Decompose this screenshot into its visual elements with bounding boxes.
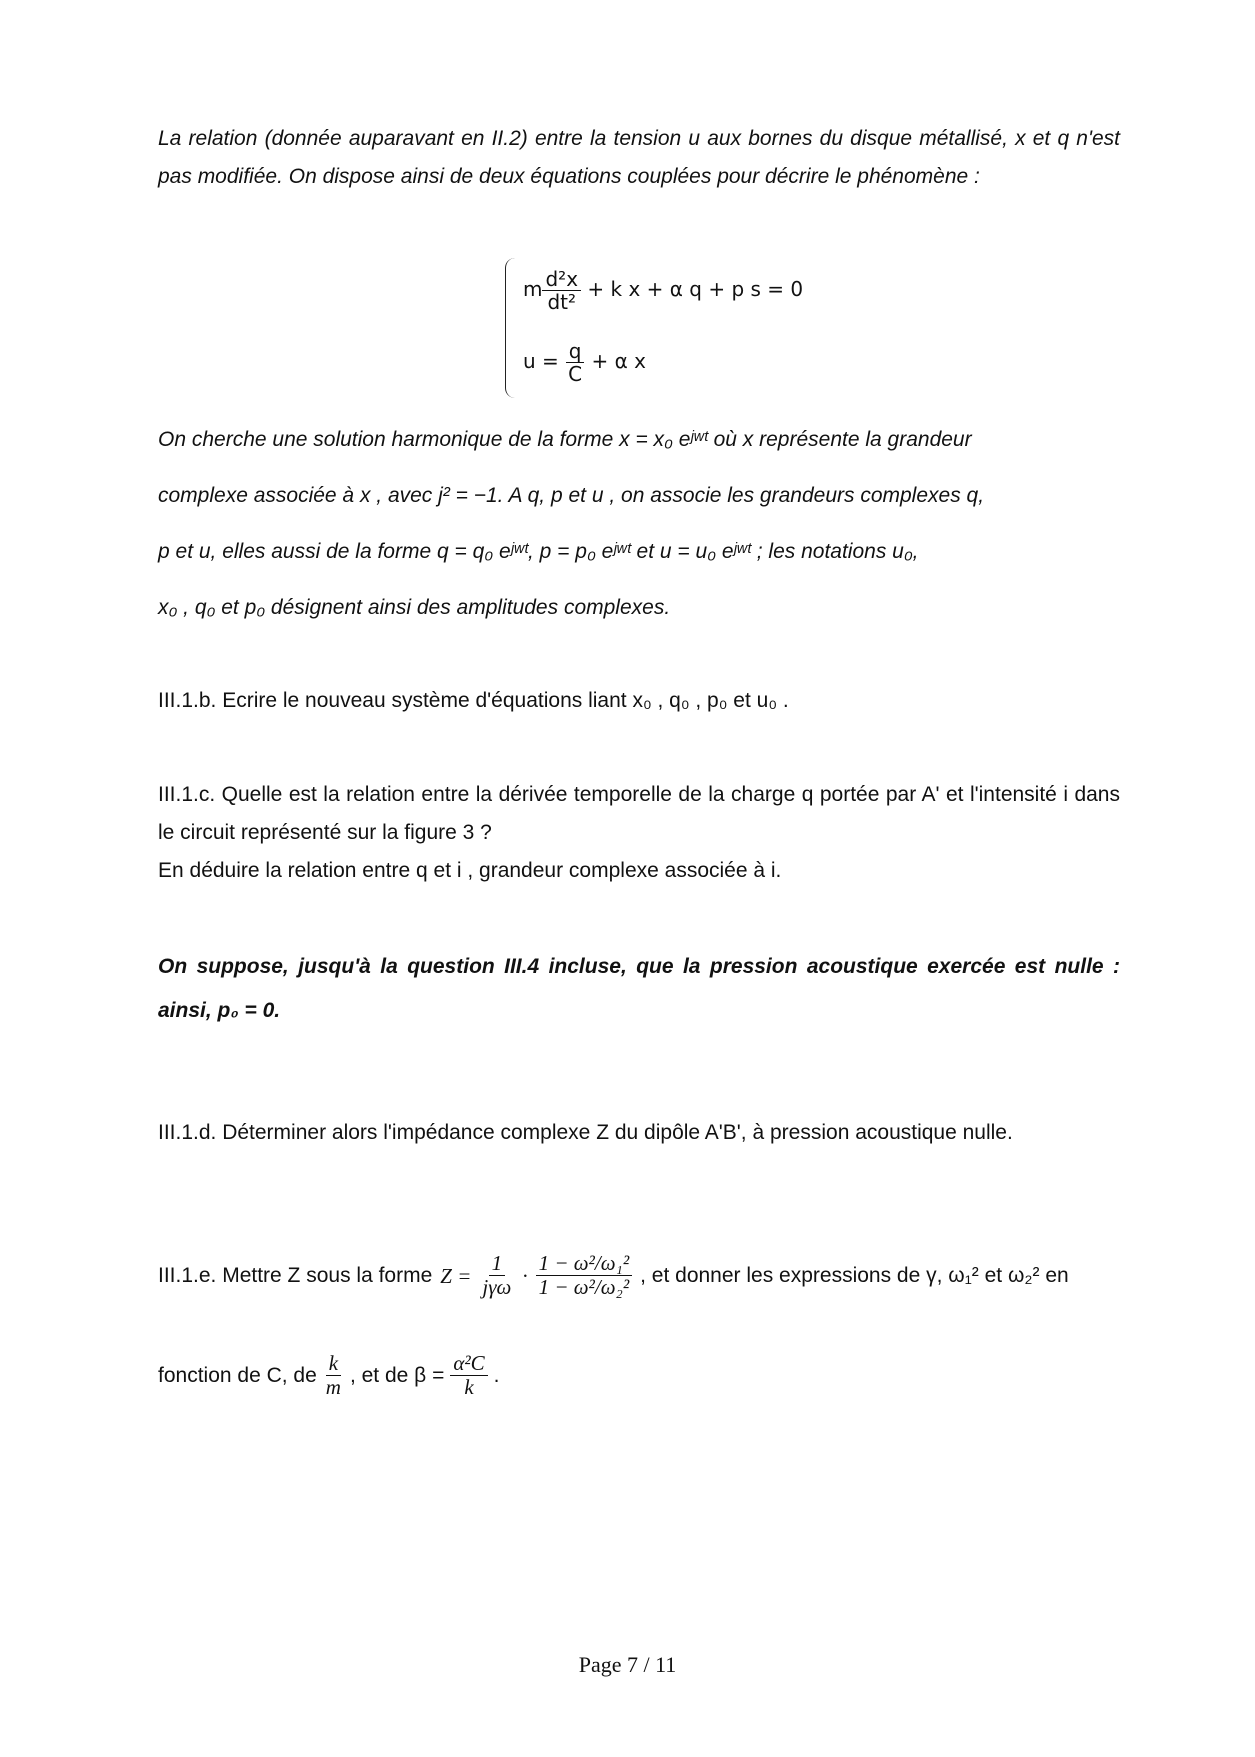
eq1-suffix: + k x + α q + p s = 0 [587,277,804,301]
eq2-suffix: + α x [591,349,646,373]
fraction-k-m-den: m [325,1375,341,1400]
assumption-paragraph: On suppose, jusqu'à la question III.4 incluse, que la pression acoustique exercée est nulle : ainsi, p₀ = 0. [158,955,1120,1022]
eq2-numerator: q [566,340,585,363]
fraction-omega-num: 1 − ω²/ω₁² [536,1252,633,1276]
question-1e [158,1212,1120,1332]
fraction-beta [450,1352,487,1399]
equation-system [505,258,805,398]
fraction-beta-den: k [464,1375,474,1400]
eq1-prefix: m [523,277,543,301]
fraction-gamma [479,1252,514,1299]
page-number: Page 7 / 11 [578,1652,677,1677]
harmonic-line-4: x₀ , q₀ et p₀ désignent ainsi des amplitudes complexes. [158,596,671,619]
question-1d: III.1.d. Déterminer alors l'impédance complexe Z du dipôle A'B', à pression acoustique nulle. [158,1121,1013,1144]
question-1e-line-2 [158,1352,1120,1422]
question-1e-prefix: III.1.e. Mettre Z sous la forme [158,1263,433,1287]
question-1e-suffix: , et donner les expressions de γ, ω₁² et ω₂² en [640,1263,1069,1287]
fraction-k-m-num: k [326,1352,341,1376]
harmonic-line-1: On cherche une solution harmonique de la forme x = x₀ eʲʷᵗ où x représente la grandeur [158,428,972,451]
fraction-beta-num: α²C [450,1352,487,1376]
fraction-gamma-num: 1 [489,1252,506,1276]
harmonic-line-2: complexe associée à x , avec j² = −1. A q, p et u , on associe les grandeurs complexes q, [158,484,985,507]
system-brace [505,258,518,398]
line2-end: . [493,1363,500,1387]
fraction-k-m [323,1352,344,1399]
paragraph-harmonic [158,412,1120,636]
equation-1 [523,268,803,313]
question-1e-line-1: III.1.e. Mettre Z sous la forme Z = $\frac{1}{\text{jγω}}$ · $\frac{\text{1 − ω²/ω₁²}}{\text{1 − ω²/ω₂²}}$ , et donner les expressions de γ, ω₁² et ω₂² en [158,1251,1069,1300]
line2-mid: , et de β = [349,1363,445,1387]
eq1-numerator: d²x [542,268,581,291]
impedance-lhs: Z = [440,1263,472,1288]
question-1b: III.1.b. Ecrire le nouveau système d'équations liant x₀ , q₀ , p₀ et u₀ . [158,689,789,712]
line2-prefix: fonction de C, de [158,1363,317,1387]
fraction-gamma-den: jγω [482,1275,512,1300]
eq1-denominator: dt² [547,290,577,314]
question-1c [158,776,1120,890]
paragraph-intro: La relation (donnée auparavant en II.2) entre la tension u aux bornes du disque métallisé, x et q n'est pas modifiée. On dispose ainsi de deux équations couplées pour décrire le phénomène : [158,127,1120,188]
equation-2 [523,340,646,385]
question-1c-line-1: III.1.c. Quelle est la relation entre la dérivée temporelle de la charge q portée par A' et l'intensité i dans le circuit représenté sur la figure 3 ? [158,783,1120,844]
harmonic-line-3: p et u, elles aussi de la forme q = q₀ eʲʷᵗ, p = p₀ eʲʷᵗ et u = u₀ eʲʷᵗ ; les notations u₀, [158,540,919,563]
fraction-omega [536,1252,633,1299]
fraction-omega-den: 1 − ω²/ω₂² [538,1275,630,1300]
eq2-denominator: C [568,362,583,386]
eq2-prefix: u = [523,349,559,373]
question-1c-line-2: En déduire la relation entre q et i , grandeur complexe associée à i. [158,859,782,882]
